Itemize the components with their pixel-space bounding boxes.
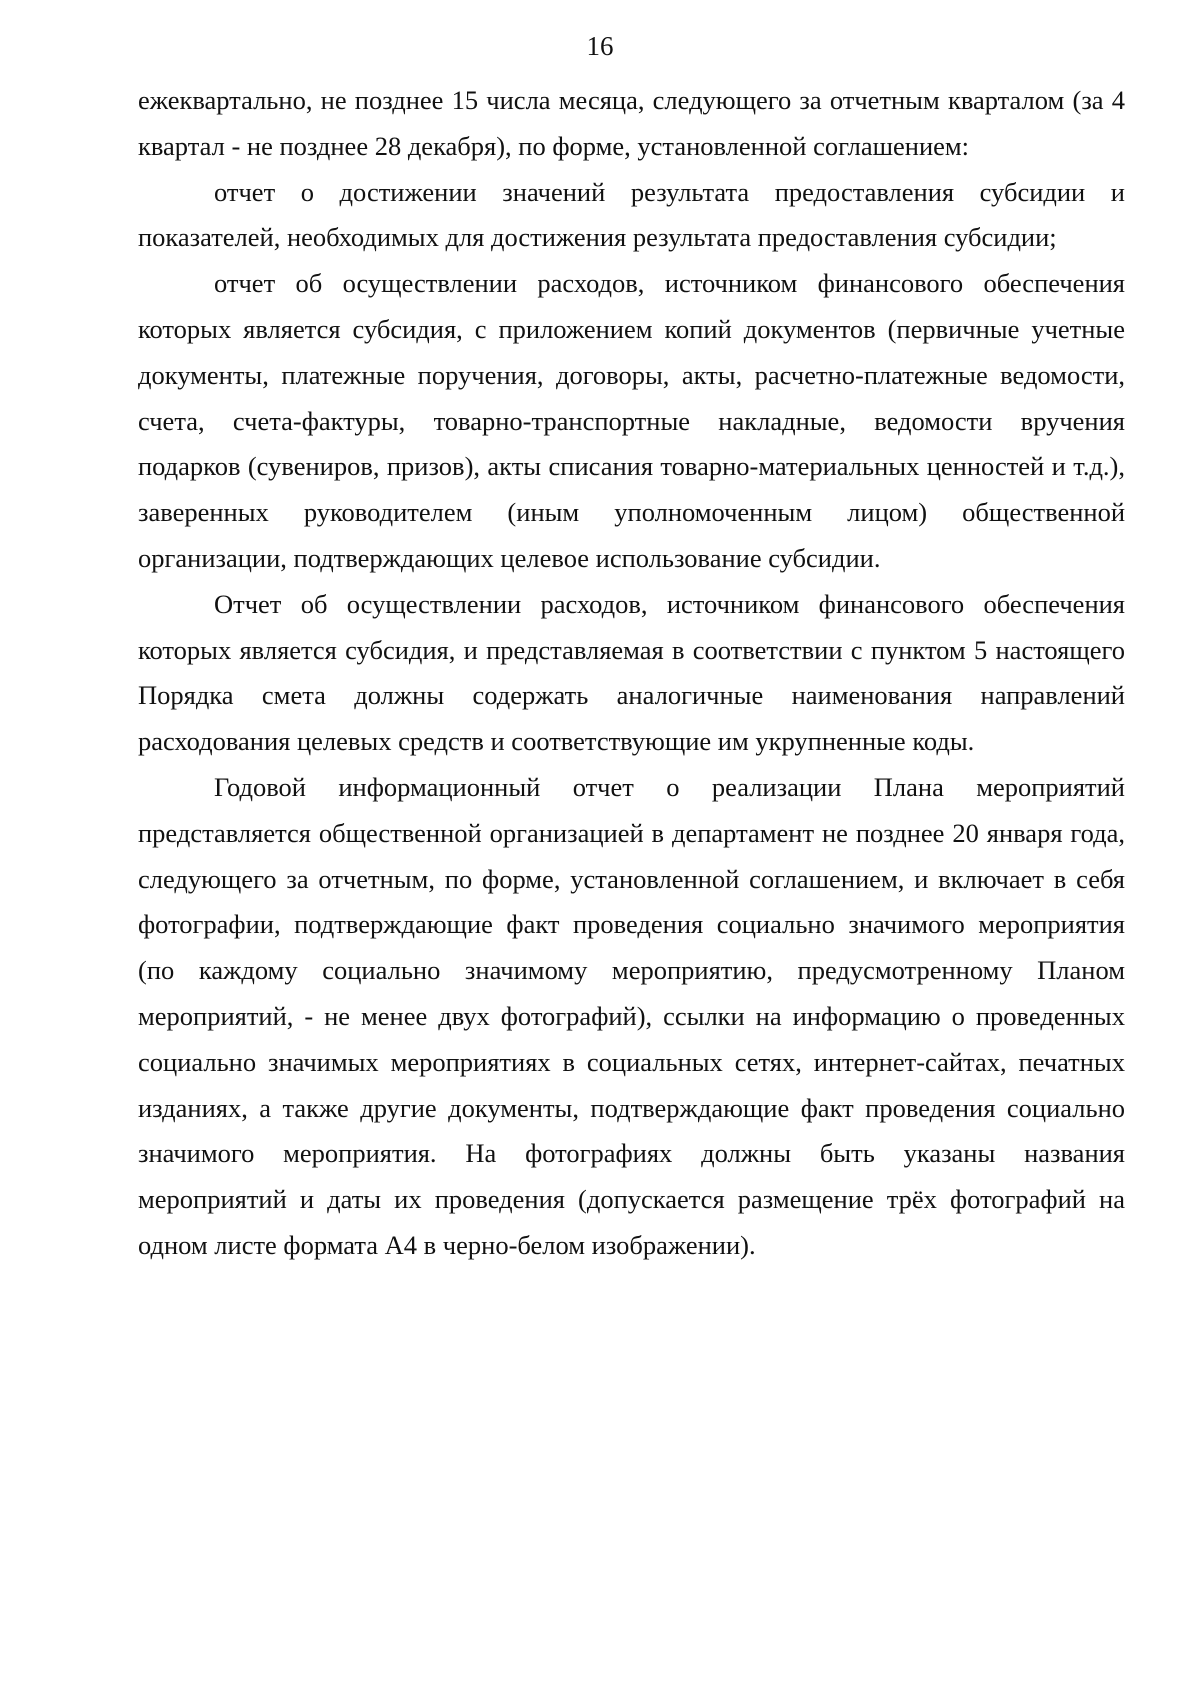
page-number: 16 (586, 31, 614, 61)
paragraph-5: Годовой информационный отчет о реализации Плана мероприятий представляется общественной организацией в департамент не позднее 20 января года, следующего за отчетным, по форме, установленной соглашением, и включает в себя фотографии, подтверждающие факт проведения социально значимого мероприятия (по каждому социально значимому мероприятию, предусмотренному Планом мероприятий, - не менее двух фотографий), ссылки на информацию о проведенных социально значимых мероприятиях в социальных сетях, интернет-сайтах, печатных изданиях, а также другие документы, подтверждающие факт проведения социально значимого мероприятия. На фотографиях должны быть указаны названия мероприятий и даты их проведения (допускается размещение трёх фотографий на одном листе формата А4 в черно-белом изображении). (138, 771, 1125, 1260)
document-body (138, 78, 1125, 1269)
paragraph-1: ежеквартально, не позднее 15 числа месяца, следующего за отчетным кварталом (за 4 квартал - не позднее 28 декабря), по форме, установленной соглашением: (138, 85, 1125, 161)
paragraph-2: отчет о достижении значений результата предоставления субсидии и показателей, необходимых для достижения результата предоставления субсидии; (138, 176, 1125, 253)
paragraph-4: Отчет об осуществлении расходов, источником финансового обеспечения которых является субсидия, и представляемая в соответствии с пунктом 5 настоящего Порядка смета должны содержать аналогичные наименования направлений расходования целевых средств и соответствующие им укрупненные коды. (138, 588, 1125, 757)
paragraph-3: отчет об осуществлении расходов, источником финансового обеспечения которых является субсидия, с приложением копий документов (первичные учетные документы, платежные поручения, договоры, акты, расчетно-платежные ведомости, счета, счета-фактуры, товарно-транспортные накладные, ведомости вручения подарков (сувениров, призов), акты списания товарно-материальных ценностей и т.д.), заверенных руководителем (иным уполномоченным лицом) общественной организации, подтверждающих целевое использование субсидии. (138, 268, 1125, 573)
